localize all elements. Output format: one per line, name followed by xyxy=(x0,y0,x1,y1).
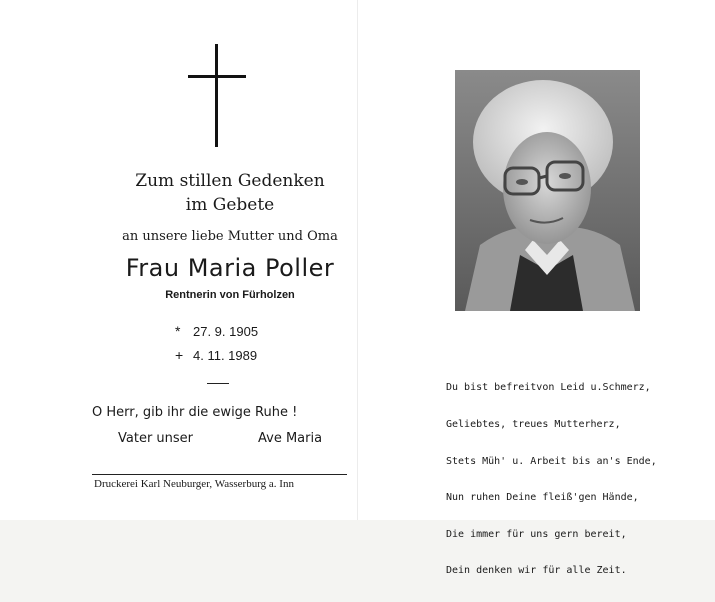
death-symbol: + xyxy=(175,347,184,363)
heading-line-1: Zum stillen Gedenken xyxy=(135,171,325,191)
printer-imprint: Druckerei Karl Neuburger, Wasserburg a. Inn xyxy=(94,478,294,490)
poem-line: Geliebtes, treues Mutterherz, xyxy=(446,419,621,430)
poem-line: Du bist befreitvon Leid u.Schmerz, xyxy=(446,382,651,394)
birth-symbol: * xyxy=(175,323,181,339)
heading-line-2: im Gebete xyxy=(185,195,275,215)
deceased-name: Frau Maria Poller xyxy=(125,254,335,282)
prayer-vater-unser: Vater unser xyxy=(118,431,194,446)
prayer-text: O Herr, gib ihr die ewige Ruhe ! xyxy=(92,405,298,420)
poem-line: Die immer für uns gern bereit, xyxy=(446,528,627,540)
footer-rule xyxy=(92,474,347,475)
death-date xyxy=(175,347,257,363)
poem-line: Dein denken wir für alle Zeit. xyxy=(446,565,627,577)
dedication-text: an unsere liebe Mutter und Oma xyxy=(122,229,338,244)
poem-line: Stets Müh' u. Arbeit bis an's Ende, xyxy=(446,455,657,467)
portrait-photo xyxy=(455,70,640,311)
poem-line: Nun ruhen Deine fleiß'gen Hände, xyxy=(446,492,639,504)
occupation-text: Rentnerin von Fürholzen xyxy=(165,289,295,301)
birth-date xyxy=(175,323,258,339)
separator-dash xyxy=(207,383,229,384)
prayer-ave-maria: Ave Maria xyxy=(258,431,323,446)
memorial-poem xyxy=(446,358,657,602)
birth-date-value: 27. 9. 1905 xyxy=(193,324,259,339)
death-date-value: 4. 11. 1989 xyxy=(193,348,258,363)
